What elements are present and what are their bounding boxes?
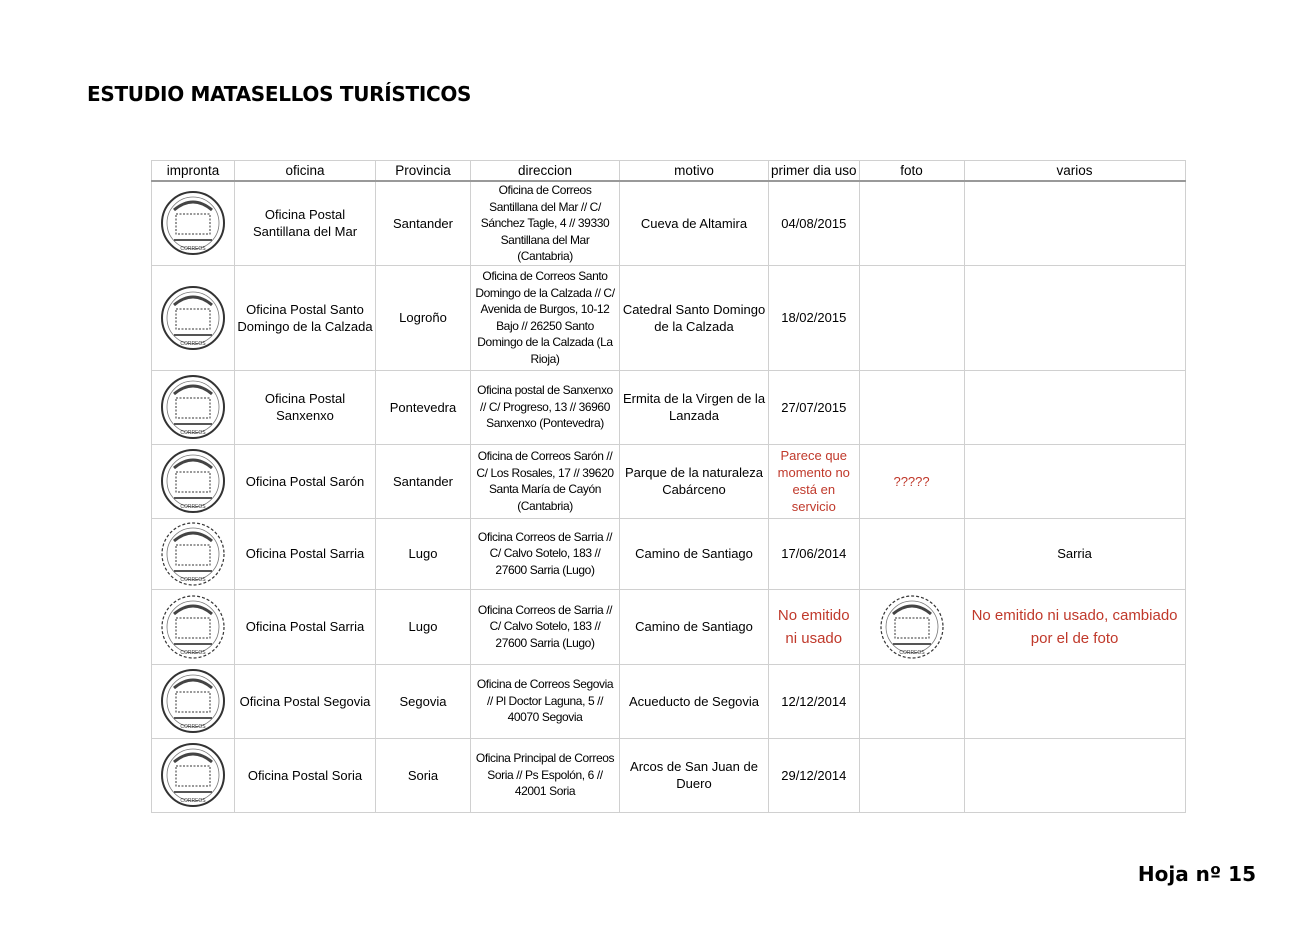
provincia-cell: Santander xyxy=(376,181,471,265)
fecha-cell: 04/08/2015 xyxy=(769,181,860,265)
direccion-cell: Oficina postal de Sanxenxo // C/ Progreso, 13 // 36960 Sanxenxo (Pontevedra) xyxy=(471,370,620,444)
impronta-cell xyxy=(152,738,235,812)
motivo-cell: Arcos de San Juan de Duero xyxy=(620,738,769,812)
impronta-cell xyxy=(152,664,235,738)
provincia-cell: Segovia xyxy=(376,664,471,738)
foto-cell xyxy=(859,589,964,664)
oficina-cell: Oficina Postal Santillana del Mar xyxy=(235,181,376,265)
direccion-cell: Oficina Correos de Sarria // C/ Calvo Sotelo, 183 // 27600 Sarria (Lugo) xyxy=(471,518,620,589)
fecha-cell: 17/06/2014 xyxy=(769,518,860,589)
fecha-cell: No emitido ni usado xyxy=(769,589,860,664)
table-row xyxy=(152,181,1186,265)
oficina-cell: Oficina Postal Soria xyxy=(235,738,376,812)
fecha-cell: Parece que momento no está en servicio xyxy=(769,444,860,518)
varios-cell xyxy=(964,181,1185,265)
table-row xyxy=(152,589,1186,664)
motivo-cell: Parque de la naturaleza Cabárceno xyxy=(620,444,769,518)
header-varios: varios xyxy=(964,161,1185,182)
direccion-cell: Oficina de Correos Segovia // Pl Doctor Laguna, 5 // 40070 Segovia xyxy=(471,664,620,738)
svg-text:CORREOS: CORREOS xyxy=(180,430,206,436)
postmark-stamp-icon xyxy=(154,740,232,810)
provincia-cell: Soria xyxy=(376,738,471,812)
foto-cell xyxy=(859,444,964,518)
table-row xyxy=(152,444,1186,518)
foto-text: ????? xyxy=(893,473,930,489)
varios-cell: No emitido ni usado, cambiado por el de foto xyxy=(964,589,1185,664)
impronta-cell xyxy=(152,181,235,265)
header-provincia: Provincia xyxy=(376,161,471,182)
svg-text:CORREOS: CORREOS xyxy=(898,649,925,656)
foto-cell xyxy=(859,664,964,738)
postmark-stamp-icon xyxy=(154,188,232,258)
oficina-cell: Oficina Postal Sarria xyxy=(235,518,376,589)
impronta-cell xyxy=(152,370,235,444)
header-primer-dia-uso: primer dia uso xyxy=(769,161,860,182)
postmark-stamp-icon xyxy=(154,519,232,589)
direccion-cell: Oficina Principal de Correos Soria // Ps Espolón, 6 // 42001 Soria xyxy=(471,738,620,812)
direccion-cell: Oficina de Correos Santo Domingo de la Calzada // C/ Avenida de Burgos, 10-12 Bajo // 26250 Santo Domingo de la Calzada (La Rioja) xyxy=(471,265,620,370)
header-direccion: direccion xyxy=(471,161,620,182)
header-motivo: motivo xyxy=(620,161,769,182)
direccion-cell: Oficina de Correos Santillana del Mar // C/ Sánchez Tagle, 4 // 39330 Santillana del Mar (Cantabria) xyxy=(471,181,620,265)
impronta-cell xyxy=(152,518,235,589)
header-row xyxy=(152,161,1186,182)
impronta-cell xyxy=(152,589,235,664)
oficina-cell: Oficina Postal Sarria xyxy=(235,589,376,664)
table-row xyxy=(152,518,1186,589)
oficina-cell: Oficina Postal Sarón xyxy=(235,444,376,518)
varios-cell xyxy=(964,265,1185,370)
varios-cell xyxy=(964,738,1185,812)
varios-cell xyxy=(964,664,1185,738)
impronta-cell xyxy=(152,265,235,370)
impronta-cell xyxy=(152,444,235,518)
document-title: ESTUDIO MATASELLOS TURÍSTICOS xyxy=(87,82,472,106)
motivo-cell: Ermita de la Virgen de la Lanzada xyxy=(620,370,769,444)
svg-text:CORREOS: CORREOS xyxy=(180,504,206,510)
motivo-cell: Camino de Santiago xyxy=(620,589,769,664)
foto-cell xyxy=(859,738,964,812)
svg-text:CORREOS: CORREOS xyxy=(180,576,206,583)
svg-text:CORREOS: CORREOS xyxy=(180,649,206,656)
header-oficina: oficina xyxy=(235,161,376,182)
provincia-cell: Lugo xyxy=(376,589,471,664)
motivo-cell: Camino de Santiago xyxy=(620,518,769,589)
svg-text:CORREOS: CORREOS xyxy=(180,798,206,804)
fecha-cell: 18/02/2015 xyxy=(769,265,860,370)
table-row xyxy=(152,664,1186,738)
photo-stamp-icon xyxy=(862,592,962,662)
table-row xyxy=(152,738,1186,812)
fecha-cell: 12/12/2014 xyxy=(769,664,860,738)
oficina-cell: Oficina Postal Santo Domingo de la Calzada xyxy=(235,265,376,370)
provincia-cell: Pontevedra xyxy=(376,370,471,444)
header-foto: foto xyxy=(859,161,964,182)
postmark-stamp-icon xyxy=(154,372,232,442)
header-impronta: impronta xyxy=(152,161,235,182)
postmark-stamp-icon xyxy=(154,592,232,662)
motivo-cell: Catedral Santo Domingo de la Calzada xyxy=(620,265,769,370)
table-row xyxy=(152,265,1186,370)
svg-text:CORREOS: CORREOS xyxy=(180,340,206,347)
postmark-stamp-icon xyxy=(154,283,232,353)
oficina-cell: Oficina Postal Segovia xyxy=(235,664,376,738)
provincia-cell: Lugo xyxy=(376,518,471,589)
sheet-number: Hoja nº 15 xyxy=(1137,862,1256,886)
postmark-stamp-icon xyxy=(154,666,232,736)
oficina-cell: Oficina Postal Sanxenxo xyxy=(235,370,376,444)
provincia-cell: Santander xyxy=(376,444,471,518)
foto-cell xyxy=(859,265,964,370)
svg-text:CORREOS: CORREOS xyxy=(180,246,206,253)
motivo-cell: Cueva de Altamira xyxy=(620,181,769,265)
table-row xyxy=(152,370,1186,444)
provincia-cell: Logroño xyxy=(376,265,471,370)
motivo-cell: Acueducto de Segovia xyxy=(620,664,769,738)
fecha-cell: 27/07/2015 xyxy=(769,370,860,444)
fecha-cell: 29/12/2014 xyxy=(769,738,860,812)
varios-cell xyxy=(964,370,1185,444)
direccion-cell: Oficina Correos de Sarria // C/ Calvo Sotelo, 183 // 27600 Sarria (Lugo) xyxy=(471,589,620,664)
foto-cell xyxy=(859,518,964,589)
varios-cell xyxy=(964,444,1185,518)
svg-text:CORREOS: CORREOS xyxy=(180,724,206,730)
direccion-cell: Oficina de Correos Sarón // C/ Los Rosales, 17 // 39620 Santa María de Cayón (Cantabria) xyxy=(471,444,620,518)
foto-cell xyxy=(859,181,964,265)
foto-cell xyxy=(859,370,964,444)
postmark-table xyxy=(151,160,1186,813)
postmark-stamp-icon xyxy=(154,446,232,516)
varios-cell: Sarria xyxy=(964,518,1185,589)
